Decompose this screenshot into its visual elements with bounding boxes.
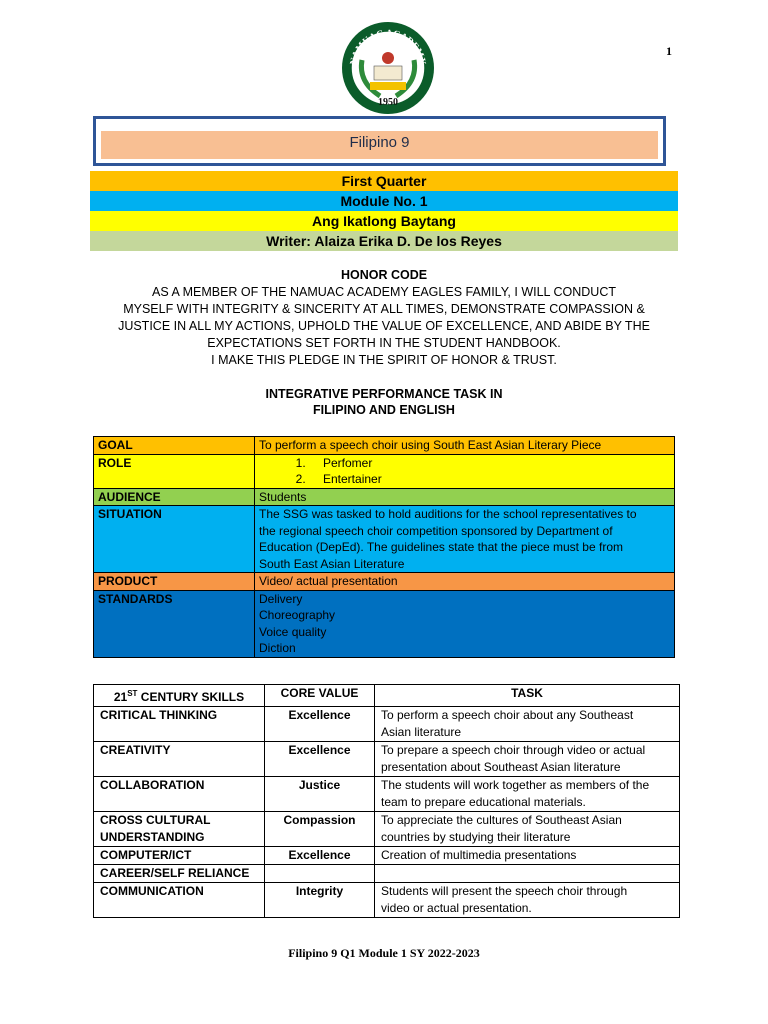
core-value: Compassion bbox=[265, 812, 375, 847]
grasps-label: GOAL bbox=[94, 437, 255, 455]
grasps-label: ROLE bbox=[94, 454, 255, 488]
standard-item: Delivery bbox=[259, 591, 303, 606]
grasps-table bbox=[93, 436, 675, 658]
skill-name: COMPUTER/ICT bbox=[94, 847, 265, 865]
honor-code bbox=[95, 267, 673, 369]
grasps-value: Students bbox=[255, 488, 675, 506]
skills-row bbox=[94, 812, 680, 847]
core-value: Integrity bbox=[265, 883, 375, 918]
namuac-academy-seal bbox=[340, 20, 436, 116]
grasps-value: Video/ actual presentation bbox=[255, 573, 675, 591]
task-description: To perform a speech choir about any Southeast Asian literature bbox=[375, 707, 680, 742]
situation-line: the regional speech choir competition sponsored by Department of bbox=[259, 523, 613, 538]
skills-row bbox=[94, 707, 680, 742]
header-core-value: CORE VALUE bbox=[265, 685, 375, 707]
seal-top-text: NAMUAC ACADEMY bbox=[349, 28, 427, 66]
grasps-label: SITUATION bbox=[94, 506, 255, 573]
heading-line: INTEGRATIVE PERFORMANCE TASK IN bbox=[265, 387, 503, 401]
core-value: Excellence bbox=[265, 742, 375, 777]
skill-name: CRITICAL THINKING bbox=[94, 707, 265, 742]
core-value: Justice bbox=[265, 777, 375, 812]
honor-code-line: I MAKE THIS PLEDGE IN THE SPIRIT OF HONOR & TRUST. bbox=[211, 353, 557, 367]
honor-code-heading: HONOR CODE bbox=[340, 268, 428, 282]
situation-line: South East Asian Literature bbox=[259, 556, 405, 571]
honor-code-line: EXPECTATIONS SET FORTH IN THE STUDENT HANDBOOK. bbox=[207, 336, 561, 350]
task-description: To prepare a speech choir through video or actual presentation about Southeast Asian literature bbox=[375, 742, 680, 777]
skill-name: COMMUNICATION bbox=[94, 883, 265, 918]
skills-row bbox=[94, 865, 680, 883]
grasps-value bbox=[255, 506, 675, 573]
standard-item: Voice quality bbox=[259, 624, 327, 639]
grasps-label: PRODUCT bbox=[94, 573, 255, 591]
skills-row bbox=[94, 777, 680, 812]
skill-name: COLLABORATION bbox=[94, 777, 265, 812]
grasps-row-goal bbox=[94, 437, 675, 455]
task-description: To appreciate the cultures of Southeast Asian countries by studying their literature bbox=[375, 812, 680, 847]
seal-torch bbox=[382, 52, 394, 64]
grasps-value bbox=[255, 454, 675, 488]
lesson-title-band: Ang Ikatlong Baytang bbox=[90, 211, 678, 231]
core-value: Excellence bbox=[265, 847, 375, 865]
task-description: The students will work together as members of the team to prepare educational materials. bbox=[375, 777, 680, 812]
page-footer: Filipino 9 Q1 Module 1 SY 2022-2023 bbox=[288, 946, 480, 960]
header-skills: 21ST CENTURY SKILLS bbox=[94, 685, 265, 707]
core-value bbox=[265, 865, 375, 883]
grasps-row-standards bbox=[94, 590, 675, 657]
standard-item: Diction bbox=[259, 641, 296, 655]
heading-line: FILIPINO AND ENGLISH bbox=[313, 403, 455, 417]
honor-code-line: MYSELF WITH INTEGRITY & SINCERITY AT ALL TIMES, DEMONSTRATE COMPASSION & bbox=[123, 302, 645, 316]
skills-table bbox=[93, 684, 680, 918]
skills-row bbox=[94, 847, 680, 865]
grasps-row-role bbox=[94, 454, 675, 488]
grasps-row-audience bbox=[94, 488, 675, 506]
task-description: Creation of multimedia presentations bbox=[375, 847, 680, 865]
grasps-value bbox=[255, 590, 675, 657]
skill-name: CAREER/SELF RELIANCE bbox=[94, 865, 265, 883]
situation-line: The SSG was tasked to hold auditions for the school representatives to bbox=[259, 507, 637, 521]
seal-year: 1950 bbox=[378, 97, 398, 108]
quarter-band: First Quarter bbox=[90, 171, 678, 191]
header-task: TASK bbox=[375, 685, 680, 707]
grasps-label: STANDARDS bbox=[94, 590, 255, 657]
grasps-row-situation bbox=[94, 506, 675, 573]
skill-name: CROSS CULTURAL UNDERSTANDING bbox=[94, 812, 265, 847]
role-item: 1. Perfomer bbox=[309, 455, 670, 472]
honor-code-line: JUSTICE IN ALL MY ACTIONS, UPHOLD THE VALUE OF EXCELLENCE, AND ABIDE BY THE bbox=[118, 319, 650, 333]
module-number-band: Module No. 1 bbox=[90, 191, 678, 211]
performance-task-heading bbox=[95, 386, 673, 418]
grasps-value: To perform a speech choir using South East Asian Literary Piece bbox=[255, 437, 675, 455]
writer-band: Writer: Alaiza Erika D. De los Reyes bbox=[90, 231, 678, 251]
skills-row bbox=[94, 742, 680, 777]
skills-row bbox=[94, 883, 680, 918]
situation-line: Education (DepEd). The guidelines state that the piece must be from bbox=[259, 540, 623, 554]
seal-ribbon bbox=[370, 82, 406, 90]
task-description bbox=[375, 865, 680, 883]
task-description: Students will present the speech choir through video or actual presentation. bbox=[375, 883, 680, 918]
role-item: 2. Entertainer bbox=[309, 471, 670, 488]
page-number: 1 bbox=[666, 44, 672, 58]
standard-item: Choreography bbox=[259, 608, 336, 622]
honor-code-line: AS A MEMBER OF THE NAMUAC ACADEMY EAGLES FAMILY, I WILL CONDUCT bbox=[152, 285, 616, 299]
seal-book bbox=[374, 66, 402, 80]
grasps-label: AUDIENCE bbox=[94, 488, 255, 506]
skill-name: CREATIVITY bbox=[94, 742, 265, 777]
module-title: Filipino 9 bbox=[101, 131, 658, 159]
grasps-row-product bbox=[94, 573, 675, 591]
skills-header-row bbox=[94, 685, 680, 707]
core-value: Excellence bbox=[265, 707, 375, 742]
